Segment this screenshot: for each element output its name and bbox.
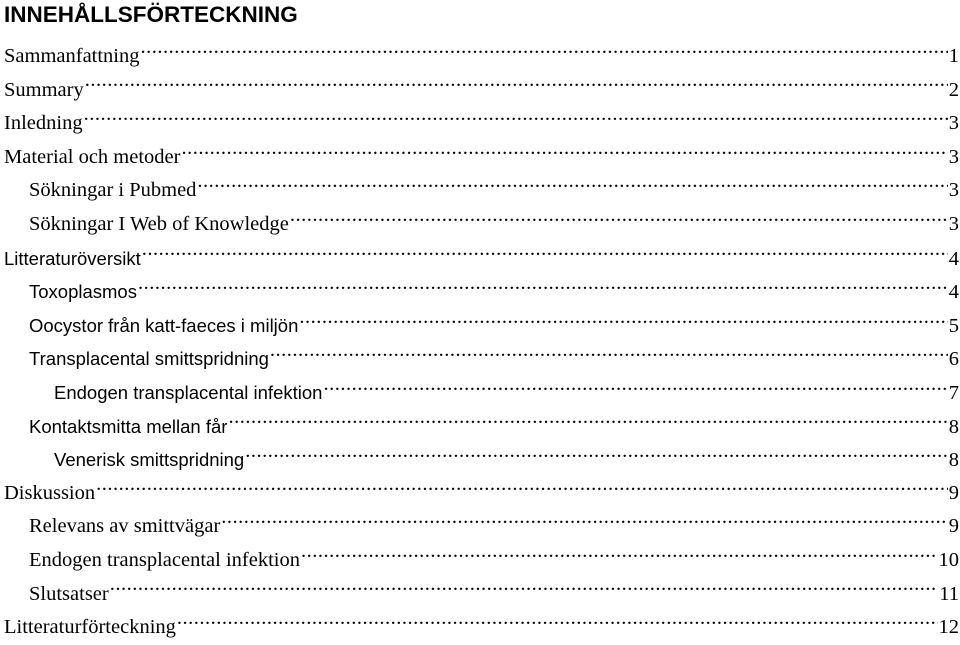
toc-entry[interactable] <box>0 208 960 242</box>
toc-entry-title: Litteraturöversikt <box>4 242 141 276</box>
toc-entry-title: Inledning <box>4 107 83 141</box>
toc-entry-title: Kontaktsmitta mellan får <box>29 410 227 444</box>
toc-dot-leader <box>228 414 947 433</box>
table-of-contents <box>0 40 960 645</box>
toc-dot-leader <box>177 613 938 634</box>
toc-dot-leader <box>299 313 947 332</box>
toc-entry[interactable] <box>0 275 960 309</box>
toc-dot-leader <box>84 109 948 130</box>
toc-entry-title: Material och metoder <box>4 141 180 175</box>
toc-dot-leader <box>301 545 938 566</box>
toc-page-number: 8 <box>949 411 960 445</box>
toc-entry[interactable] <box>0 40 960 74</box>
toc-entry[interactable] <box>0 376 960 410</box>
toc-entry[interactable] <box>0 107 960 141</box>
toc-entry-title: Sökningar I Web of Knowledge <box>29 208 289 242</box>
toc-entry-title: Sökningar i Pubmed <box>29 174 196 208</box>
toc-dot-leader <box>323 380 947 399</box>
toc-page-number: 8 <box>949 444 960 478</box>
toc-dot-leader <box>270 347 948 366</box>
toc-dot-leader <box>141 42 948 63</box>
toc-dot-leader <box>197 176 947 197</box>
toc-page-number: 10 <box>939 544 960 578</box>
toc-page-number: 2 <box>949 74 960 108</box>
toc-entry[interactable] <box>0 477 960 511</box>
toc-page-number: 3 <box>949 208 960 242</box>
toc-entry-title: Summary <box>4 74 84 108</box>
toc-entry[interactable] <box>0 141 960 175</box>
toc-entry-title: Transplacental smittspridning <box>29 342 269 376</box>
toc-page-number: 9 <box>949 510 960 544</box>
toc-entry[interactable] <box>0 74 960 108</box>
toc-entry[interactable] <box>0 410 960 444</box>
toc-entry[interactable] <box>0 242 960 276</box>
toc-entry[interactable] <box>0 578 960 612</box>
toc-entry-title: Relevans av smittvägar <box>29 510 220 544</box>
toc-page-number: 3 <box>949 107 960 141</box>
toc-entry-title: Sammanfattning <box>4 40 140 74</box>
toc-page-number: 12 <box>939 611 960 645</box>
toc-entry[interactable] <box>0 309 960 343</box>
toc-entry[interactable] <box>0 510 960 544</box>
toc-dot-leader <box>138 280 948 299</box>
toc-entry-title: Diskussion <box>4 477 95 511</box>
toc-dot-leader <box>245 448 948 467</box>
toc-entry-title: Litteraturförteckning <box>4 611 176 645</box>
toc-page-number: 11 <box>939 578 960 612</box>
toc-page-number: 6 <box>949 343 960 377</box>
toc-dot-leader <box>110 579 939 600</box>
toc-entry-title: Toxoplasmos <box>29 275 137 309</box>
toc-page-number: 4 <box>949 276 960 310</box>
toc-page-number: 7 <box>949 377 960 411</box>
toc-entry[interactable] <box>0 544 960 578</box>
toc-entry[interactable] <box>0 443 960 477</box>
toc-dot-leader <box>96 478 948 499</box>
toc-entry-title: Slutsatser <box>29 578 109 612</box>
toc-page-number: 4 <box>949 243 960 277</box>
toc-entry-title: Oocystor från katt-faeces i miljön <box>29 309 298 343</box>
toc-page-number: 3 <box>949 174 960 208</box>
toc-entry[interactable] <box>0 342 960 376</box>
toc-page-number: 1 <box>949 40 960 74</box>
toc-page-number: 3 <box>949 141 960 175</box>
toc-dot-leader <box>85 75 948 96</box>
toc-entry-title: Endogen transplacental infektion <box>54 376 322 410</box>
toc-dot-leader <box>221 512 947 533</box>
toc-page-number: 9 <box>949 477 960 511</box>
toc-page-number: 5 <box>949 310 960 344</box>
toc-heading: INNEHÅLLSFÖRTECKNING <box>4 1 298 29</box>
toc-entry-title: Endogen transplacental infektion <box>29 544 300 578</box>
toc-dot-leader <box>181 142 947 163</box>
toc-dot-leader <box>290 209 948 230</box>
toc-dot-leader <box>142 246 948 265</box>
toc-entry[interactable] <box>0 174 960 208</box>
toc-entry-title: Venerisk smittspridning <box>54 443 244 477</box>
